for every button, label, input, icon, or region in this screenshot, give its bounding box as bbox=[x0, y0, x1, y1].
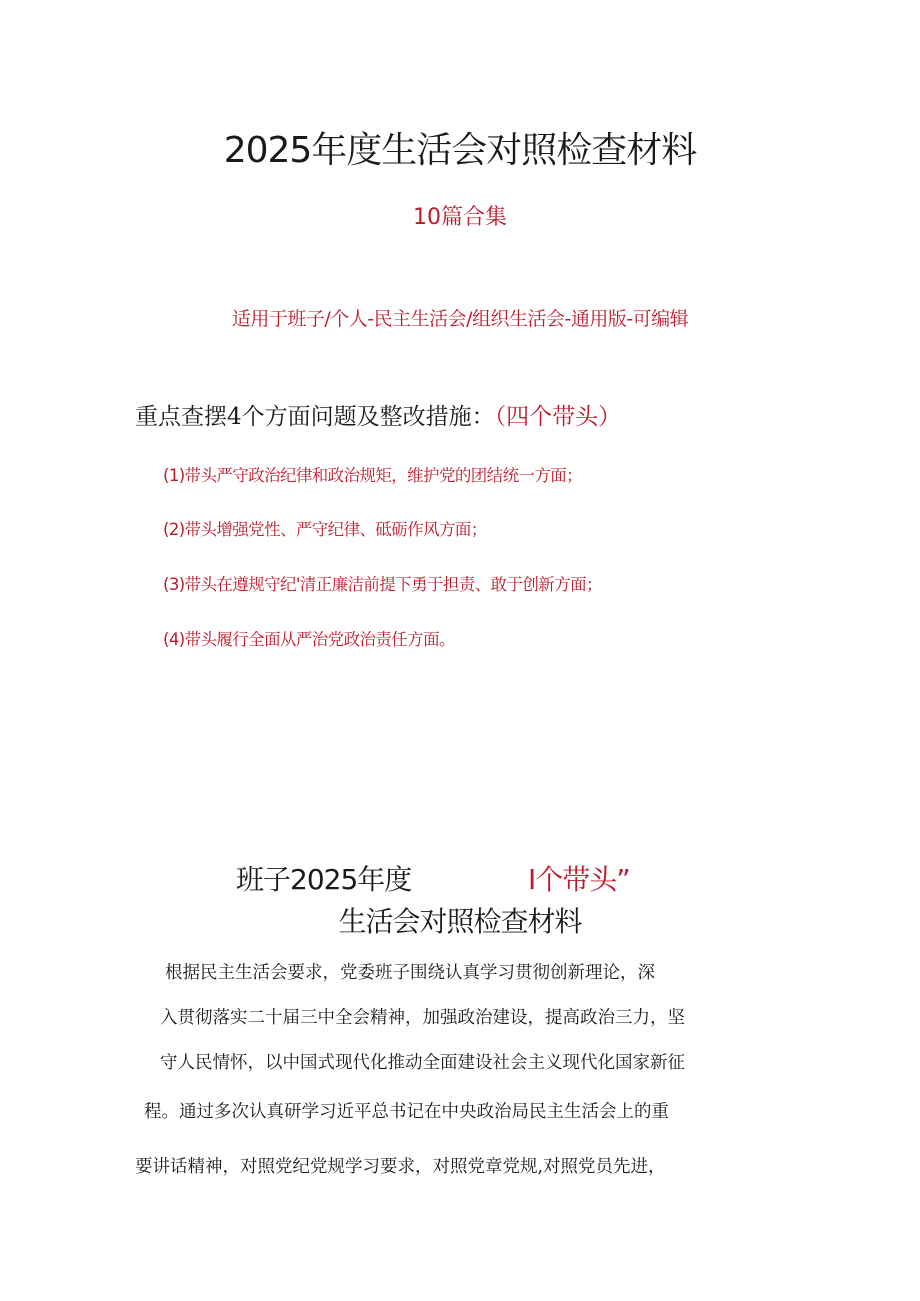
focus-heading-lead: 重点查摆4个方面问题及整改措施： bbox=[135, 404, 495, 430]
section-title-part1: 班子2025年度 bbox=[236, 863, 412, 896]
section-title-part2: I个带头” bbox=[528, 863, 630, 896]
focus-heading bbox=[135, 398, 621, 431]
document-subtitle: 10篇合集 bbox=[413, 205, 507, 230]
body-line: 程。通过多次认真研学习近平总书记在中央政治局民主生活会上的重 bbox=[144, 1102, 669, 1122]
focus-heading-highlight: （四个带头） bbox=[494, 404, 622, 430]
document-title: 2025年度生活会对照检查材料 bbox=[223, 130, 697, 171]
focus-item-4: (4)带头履行全面从严治党政治责任方面。 bbox=[163, 630, 455, 649]
body-line: 守人民情怀，以中国式现代化推动全面建设社会主义现代化国家新征 bbox=[160, 1053, 685, 1073]
body-line: 根据民主生活会要求，党委班子围绕认真学习贯彻创新理论，深 bbox=[165, 963, 655, 983]
body-line: 入贯彻落实二十届三中全会精神，加强政治建设，提高政治三力，坚 bbox=[160, 1008, 685, 1028]
focus-item-1: (1)带头严守政治纪律和政治规矩，维护党的团结统一方面； bbox=[163, 466, 583, 485]
applies-to-line: 适用于班子/个人-民主生活会/组织生活会-通用版-可编辑 bbox=[231, 308, 689, 330]
focus-item-2: (2)带头增强党性、严守纪律、砥砺作风方面； bbox=[163, 520, 487, 539]
focus-item-3: (3)带头在遵规守纪'清正廉洁前提下勇于担责、敢于创新方面； bbox=[163, 575, 602, 594]
section-title-line2: 生活会对照检查材料 bbox=[338, 905, 582, 938]
body-line: 要讲话精神，对照党纪党规学习要求，对照党章党规,对照党员先进， bbox=[135, 1157, 666, 1177]
